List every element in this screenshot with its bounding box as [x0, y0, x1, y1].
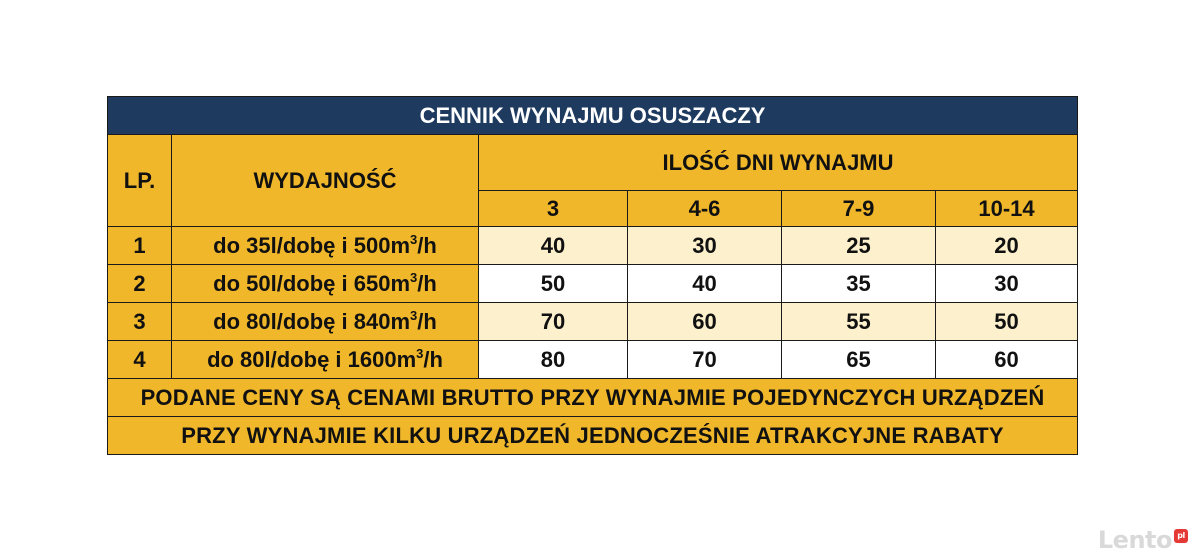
header-days-3: 3	[479, 191, 628, 227]
price-cell: 70	[479, 303, 628, 341]
lento-watermark-logo	[1098, 526, 1188, 554]
header-days-10-14: 10-14	[936, 191, 1078, 227]
note-gross-prices: PODANE CENY SĄ CENAMI BRUTTO PRZY WYNAJMIE POJEDYNCZYCH URZĄDZEŃ	[108, 379, 1078, 417]
watermark-text: Lento	[1097, 526, 1172, 554]
price-cell: 60	[628, 303, 782, 341]
price-cell: 35	[782, 265, 936, 303]
row-capacity: do 80l/dobę i $840m^3/h$	[172, 303, 479, 341]
table-row	[108, 303, 1078, 341]
header-capacity: WYDAJNOŚĆ	[172, 135, 479, 227]
table-row	[108, 341, 1078, 379]
header-days-7-9: 7-9	[782, 191, 936, 227]
price-cell: 40	[479, 227, 628, 265]
row-lp: 2	[108, 265, 172, 303]
table-row	[108, 227, 1078, 265]
row-capacity: do 50l/dobę i $650m^3/h$	[172, 265, 479, 303]
row-lp: 4	[108, 341, 172, 379]
header-lp: LP.	[108, 135, 172, 227]
price-cell: 50	[479, 265, 628, 303]
row-lp: 1	[108, 227, 172, 265]
watermark-badge: pl	[1174, 529, 1188, 543]
table-row	[108, 265, 1078, 303]
price-cell: 30	[936, 265, 1078, 303]
row-capacity: do 80l/dobę i $1600m^3/h$	[172, 341, 479, 379]
price-table	[107, 96, 1078, 455]
price-cell: 55	[782, 303, 936, 341]
price-cell: 70	[628, 341, 782, 379]
price-cell: 25	[782, 227, 936, 265]
row-capacity: do 35l/dobę i $500m^3/h$	[172, 227, 479, 265]
header-days-4-6: 4-6	[628, 191, 782, 227]
price-cell: 40	[628, 265, 782, 303]
note-discounts: PRZY WYNAJMIE KILKU URZĄDZEŃ JEDNOCZEŚNIE ATRAKCYJNE RABATY	[108, 417, 1078, 455]
price-cell: 65	[782, 341, 936, 379]
price-cell: 20	[936, 227, 1078, 265]
table-title: CENNIK WYNAJMU OSUSZACZY	[108, 97, 1078, 135]
header-rental-days: ILOŚĆ DNI WYNAJMU	[479, 135, 1078, 191]
price-cell: 60	[936, 341, 1078, 379]
price-cell: 50	[936, 303, 1078, 341]
price-cell: 30	[628, 227, 782, 265]
row-lp: 3	[108, 303, 172, 341]
price-cell: 80	[479, 341, 628, 379]
